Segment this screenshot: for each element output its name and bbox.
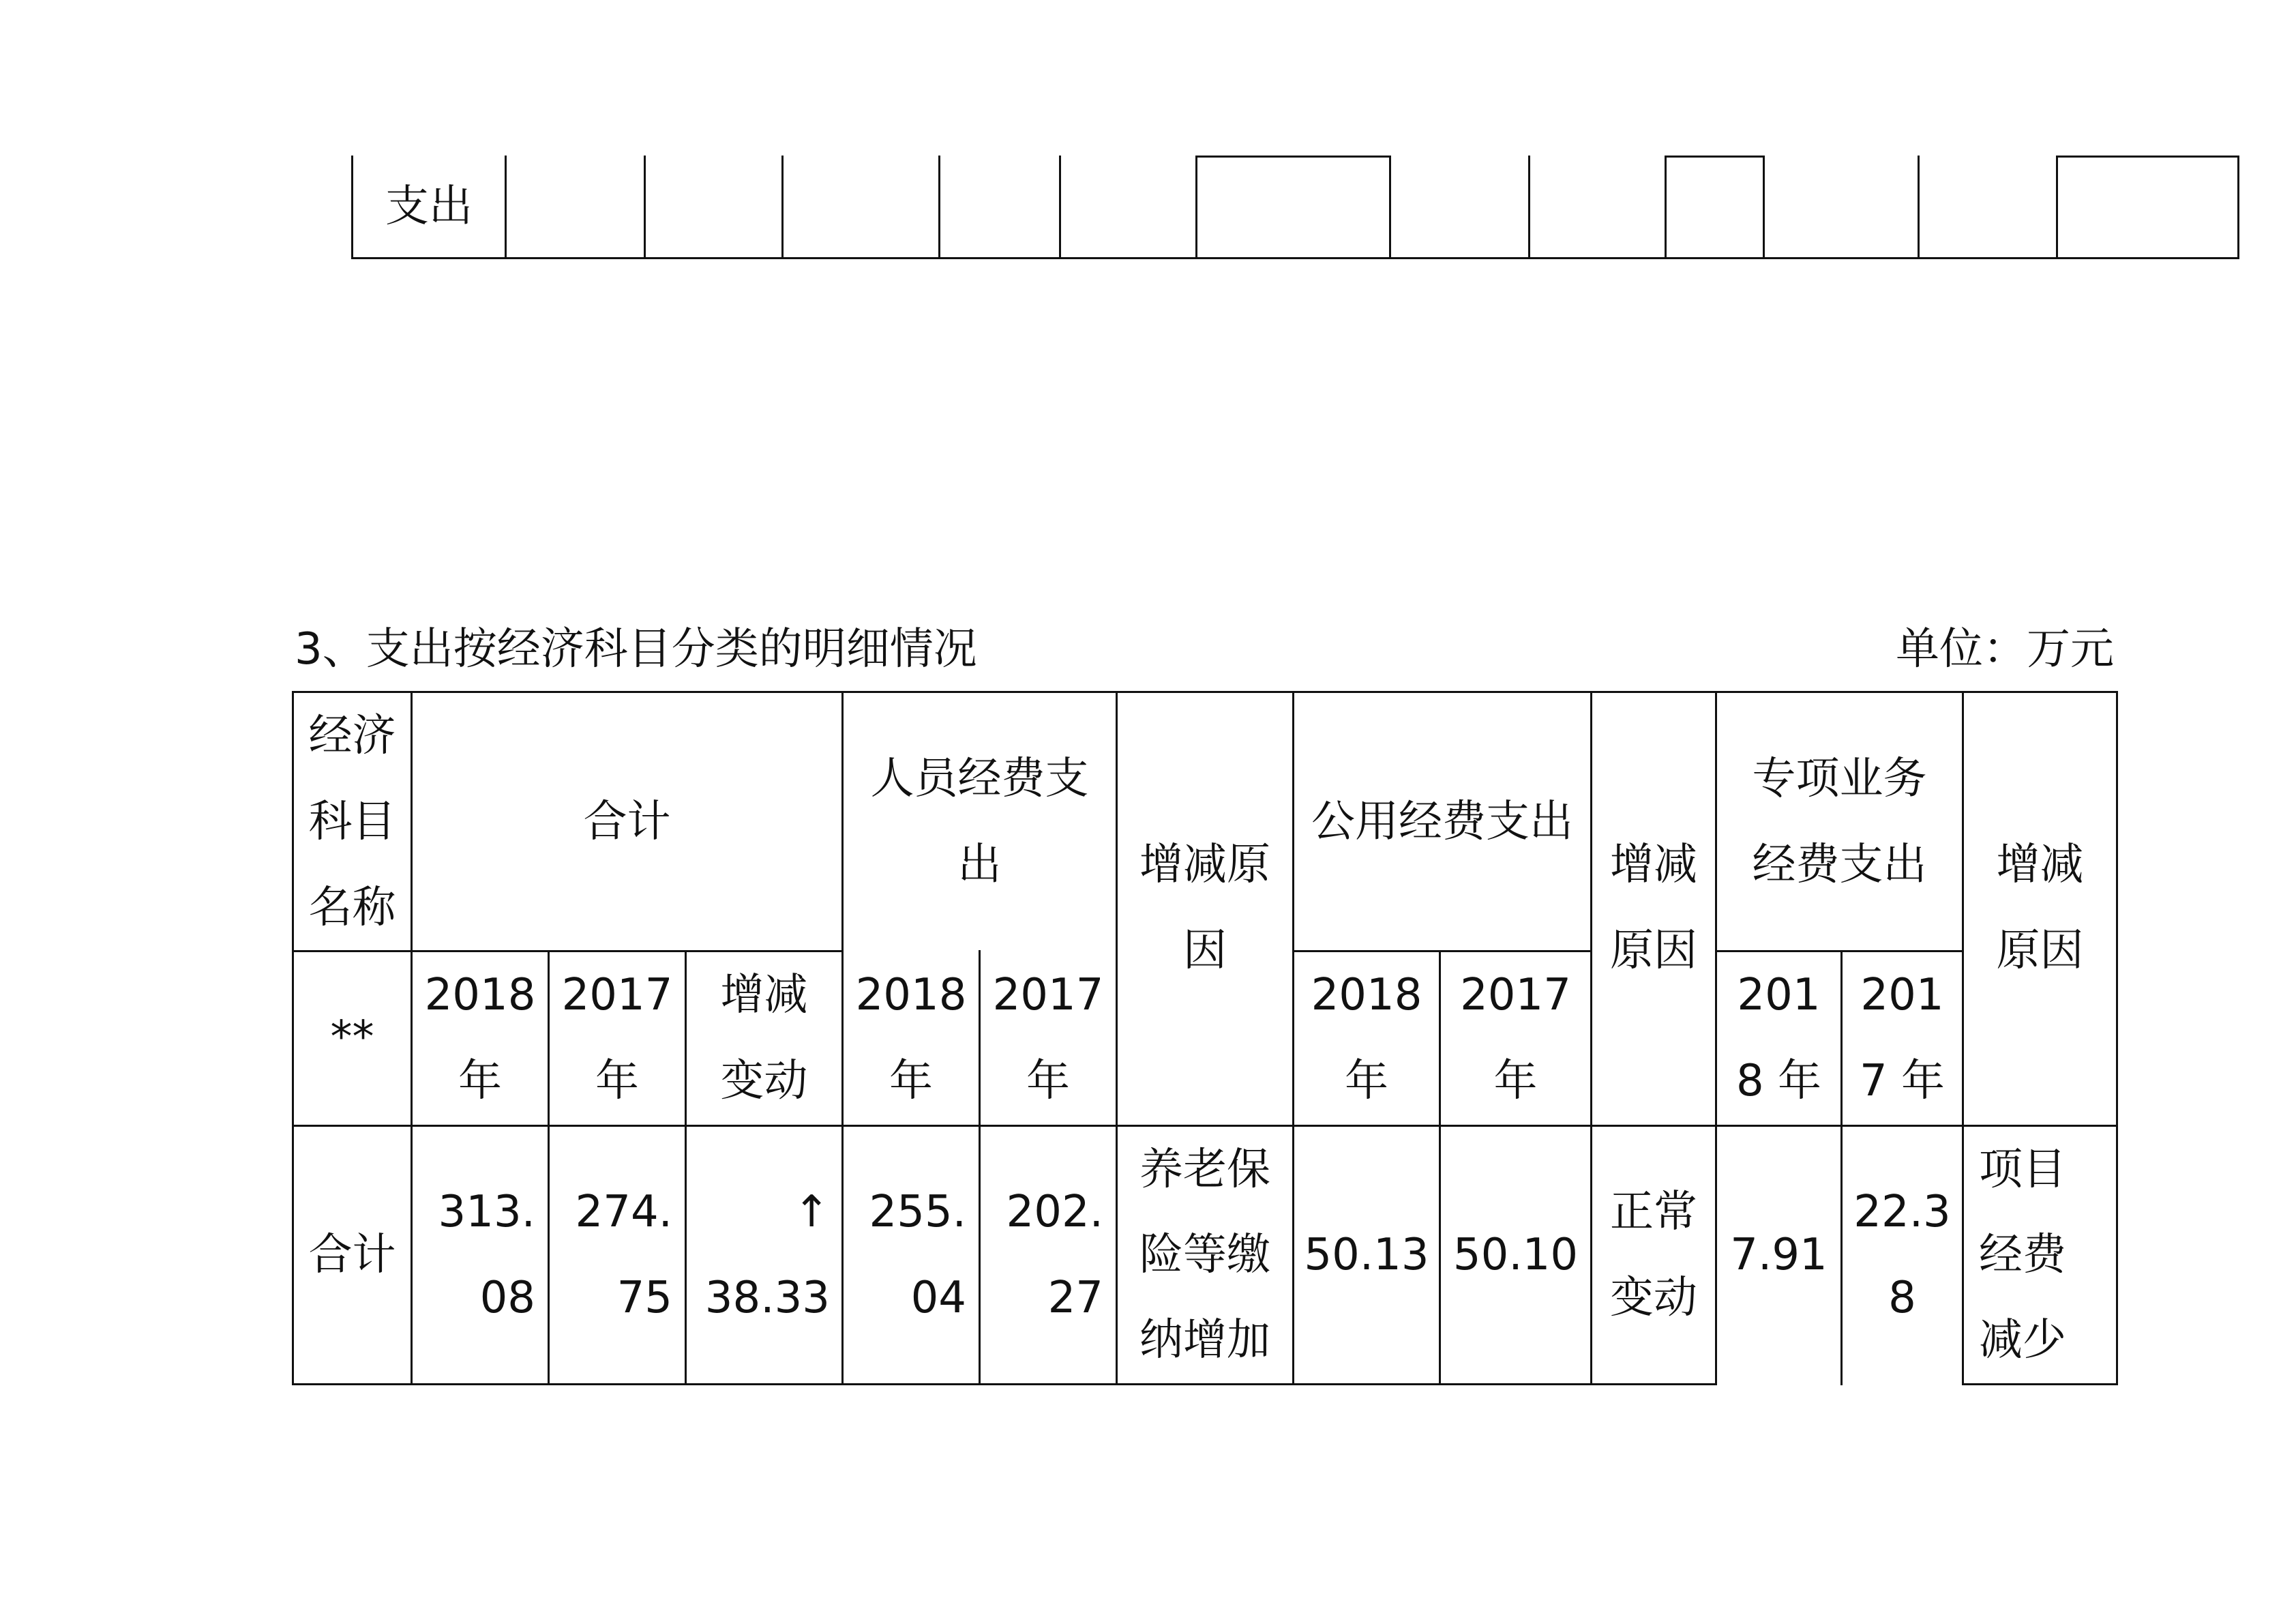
- subheader-personnel-2018: 年: [889, 1056, 933, 1106]
- subheader-public-2018: 年: [1345, 1056, 1388, 1106]
- cell-personnel-2018: 04: [910, 1273, 966, 1323]
- cell-personnel-2017: 27: [1047, 1273, 1103, 1323]
- top-table-vline: [1059, 156, 1061, 259]
- cell-personnel-reason: 养老保: [1139, 1145, 1270, 1195]
- subheader-total-change: 增减: [720, 970, 808, 1020]
- cell-special-2018: 7.91: [1730, 1230, 1828, 1280]
- header-personnel-reason: 增减原: [1139, 840, 1270, 890]
- top-table-vline: [1665, 156, 1667, 259]
- subheader-special-2018: 201: [1737, 970, 1821, 1020]
- table-border-top: [292, 691, 2118, 693]
- subheader-personnel-2017: 年: [1026, 1056, 1070, 1106]
- cell-total-2017: 274.: [575, 1187, 672, 1237]
- header-special: 专项业务: [1752, 754, 1927, 804]
- cell-total-change: 38.33: [704, 1273, 830, 1323]
- subheader-total-2017: 年: [595, 1056, 639, 1106]
- top-table-vline: [1918, 156, 1920, 259]
- cell-public-reason: 正常: [1610, 1187, 1697, 1237]
- cell-total-change: ↑: [793, 1187, 830, 1237]
- top-table-vline: [2056, 156, 2058, 259]
- header-special-reason: 原因: [1996, 926, 2084, 976]
- top-table-vline: [644, 156, 646, 259]
- cell-special-2017: 8: [1888, 1273, 1916, 1323]
- cell-public-2017: 50.10: [1452, 1230, 1579, 1280]
- subheader-total-2018: 2018: [424, 970, 536, 1020]
- subheader-personnel-2018: 2018: [855, 970, 967, 1020]
- top-table-vline: [505, 156, 507, 259]
- cell-public-2018: 50.13: [1304, 1230, 1429, 1280]
- cell-total-2018: 313.: [438, 1187, 535, 1237]
- subheader-special-2017: 7 年: [1859, 1056, 1945, 1106]
- top-table-vline: [1389, 156, 1391, 259]
- subheader-special-2018: 8 年: [1735, 1056, 1822, 1106]
- top-table-vline: [938, 156, 940, 259]
- row-name: 合计: [308, 1230, 396, 1280]
- table-border-bottom: [292, 1383, 1717, 1385]
- subheader-subject-code: **: [330, 1012, 374, 1063]
- table-vline: [1962, 691, 1964, 1385]
- cell-special-reason: 项目: [1979, 1145, 2066, 1195]
- top-table-vline: [1763, 156, 1765, 259]
- cell-special-2017: 22.3: [1853, 1187, 1951, 1237]
- header-public: 公用经费支出: [1311, 797, 1573, 847]
- header-personnel-reason: 因: [1183, 926, 1227, 976]
- top-table-vline: [1528, 156, 1530, 259]
- subheader-total-2017: 2017: [561, 970, 673, 1020]
- top-table-vline: [781, 156, 784, 259]
- header-special: 经费支出: [1752, 840, 1927, 890]
- top-table-cell-top: [2056, 156, 2239, 158]
- header-public-reason: 增减: [1610, 840, 1697, 890]
- top-table-cell-top: [1195, 156, 1391, 158]
- cell-total-2018: 08: [479, 1273, 535, 1323]
- header-public-reason: 原因: [1610, 926, 1697, 976]
- top-table-row-label: 支出: [385, 181, 473, 232]
- header-subject-name: 名称: [308, 883, 396, 933]
- unit-label: 单位：万元: [1896, 624, 2114, 675]
- cell-personnel-reason: 险等缴: [1139, 1230, 1270, 1280]
- subheader-special-2017: 201: [1860, 970, 1944, 1020]
- table-border-bottom: [1962, 1383, 2118, 1385]
- top-table-vline: [1195, 156, 1197, 259]
- cell-special-reason: 经费: [1979, 1230, 2066, 1280]
- header-subject-name: 科目: [308, 797, 396, 847]
- subheader-public-2018: 2018: [1311, 970, 1422, 1020]
- subheader-total-change: 变动: [720, 1056, 808, 1106]
- table-vline: [2116, 691, 2118, 1385]
- header-personnel: 人员经费支: [870, 754, 1089, 804]
- top-table-vline: [2237, 156, 2239, 259]
- cell-special-reason: 减少: [1979, 1315, 2066, 1365]
- subheader-public-2017: 年: [1493, 1056, 1538, 1106]
- subheader-personnel-2017: 2017: [992, 970, 1104, 1020]
- cell-personnel-reason: 纳增加: [1139, 1315, 1270, 1365]
- header-special-reason: 增减: [1996, 840, 2084, 890]
- header-personnel: 出: [957, 840, 1002, 890]
- cell-personnel-2018: 255.: [869, 1187, 966, 1237]
- top-table-cell-top: [1665, 156, 1765, 158]
- subheader-public-2017: 2017: [1460, 970, 1571, 1020]
- header-total: 合计: [583, 797, 671, 847]
- cell-public-reason: 变动: [1610, 1273, 1697, 1323]
- header-subject-name: 经济: [308, 711, 396, 761]
- section-title: 3、支出按经济科目分类的明细情况: [295, 624, 977, 675]
- cell-total-2017: 75: [616, 1273, 672, 1323]
- cell-personnel-2017: 202.: [1006, 1187, 1103, 1237]
- subheader-total-2018: 年: [458, 1056, 502, 1106]
- top-table-bottom-border: [351, 257, 2239, 259]
